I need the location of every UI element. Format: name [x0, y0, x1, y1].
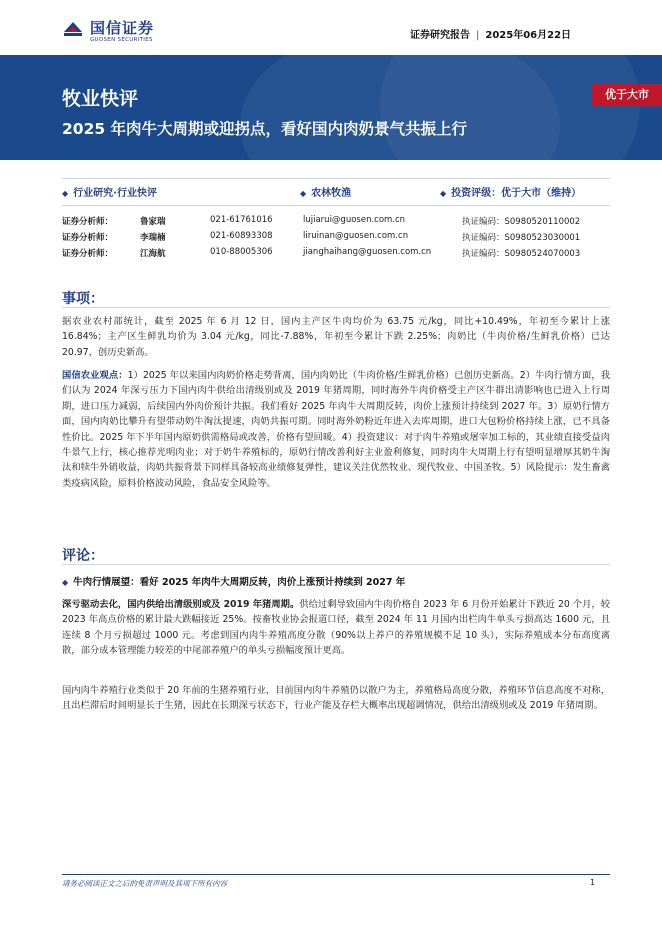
analyst-cert: 执证编码：S0980524070003 [462, 249, 581, 259]
rating-label: 投资评级：优于大市（维持） [451, 188, 582, 199]
analyst-email[interactable]: lujiarui@guosen.com.cn [303, 215, 406, 225]
footer-divider [62, 874, 610, 875]
banner-decoration [380, 55, 640, 160]
analyst-role: 证券分析师： [62, 217, 114, 227]
report-type: 证券研究报告 [410, 30, 470, 41]
analyst-name: 江海航 [140, 249, 166, 259]
report-headline: 2025 年肉牛大周期或迎拐点，看好国内肉奶景气共振上行 [62, 120, 468, 138]
diamond-icon: ◆ [62, 189, 69, 198]
industry-paragraph: 国内肉牛养殖行业类似于 20 年前的生猪养殖行业，目前国内肉牛养殖仍以散户为主，养殖格局高度分散，养殖环节信息高度不对称，且出栏滞后时间明显长于生猪，因此在长期深亏状态下，行业产能及存栏大概率出现超调情况，供给出清级别或及 2019 年猪周期。 [62, 685, 610, 712]
section-heading-comment: 评论： [62, 548, 104, 564]
analyst-cert: 执证编码：S0980523030001 [462, 233, 581, 243]
sector-tag [300, 184, 351, 199]
section-divider [62, 564, 610, 565]
footer-disclaimer[interactable]: 请务必阅读正文之后的免责声明及其项下所有内容 [62, 879, 227, 888]
analyst-role: 证券分析师： [62, 233, 114, 243]
industry-tag [62, 184, 157, 199]
analyst-phone: 010-88005306 [210, 247, 273, 257]
sector-label: 农林牧渔 [311, 188, 352, 199]
report-category-title: 牧业快评 [62, 88, 139, 110]
section-heading-event: 事项： [62, 291, 104, 307]
view-text: 1）2025 年以来国内肉奶价格走势背离，国内肉奶比（牛肉价格/生鲜乳价格）已创历史新高。2）牛肉行情方面，我们认为 2024 年深亏压力下国内肉牛供给出清级别或及 2019 年猪周期，同时海外牛肉价格受主产区牛群出清影响也已进入上行周期，进口压力减弱，后续国内外肉价预计共振。我们看好 2025 年肉牛大周期反转，肉价上涨预计持续到 2027 年。3）原奶行情方面，国内肉奶比攀升有望带动奶牛淘汰提速，肉奶共振可期。同时海外奶粉近年进入去库周期，进口大包粉价格持续上涨，已不具备性价比。2025 年下半年国内原奶供需格局或改善，价格有望回暖。4）投资建议：对于肉牛养殖或屠宰加工标的，其业绩直接受益肉牛景气上行，核心推荐光明肉业；对于奶牛养殖标的，原奶行情改善利好主业盈利修复，同时肉牛大周期上行有望明显增厚其奶牛淘汰和犊牛外销收益，肉奶共振背景下同样具备较高业绩修复弹性，建议关注优然牧业、现代牧业、中国圣牧。5）风险提示：发生畜禽类疫病风险，原料价格波动风险，食品安全风险等。 [62, 370, 610, 489]
analyst-role: 证券分析师： [62, 249, 114, 259]
diamond-icon: ◆ [440, 189, 447, 198]
logo-name-en: GUOSEN SECURITIES [90, 37, 153, 43]
analyst-phone: 021-60893308 [210, 231, 273, 241]
view-paragraph [62, 368, 610, 491]
diamond-icon: ◆ [62, 578, 69, 587]
event-paragraph: 据农业农村部统计，截至 2025 年 6 月 12 日，国内主产区牛肉均价为 63.75 元/kg，同比+10.49%，年初至今累计上涨 16.84%；主产区生鲜乳均价为 3.04 元/kg，同比-7.88%，年初至今累计下跌 2.25%；肉奶比（牛肉价格/生鲜乳价格）已达 20.97，创历史新高。 [62, 316, 610, 358]
view-lead: 国信农业观点： [62, 370, 128, 381]
sub-heading [62, 574, 610, 588]
report-meta [410, 26, 571, 41]
rating-tag [440, 184, 581, 199]
analyst-name: 李瑞楠 [140, 233, 166, 243]
analyst-name: 鲁家瑞 [140, 217, 166, 227]
page-number: 1 [590, 878, 596, 887]
analyst-cert: 执证编码：S0980520110002 [462, 217, 581, 227]
supply-paragraph [62, 597, 610, 659]
meta-separator: | [476, 30, 480, 41]
industry-label: 行业研究·行业快评 [73, 188, 157, 199]
section-divider [62, 307, 610, 308]
supply-lead: 深亏驱动去化，国内供给出清级别或及 2019 年猪周期。 [62, 599, 300, 610]
guosen-logo-icon [62, 18, 84, 40]
sub-heading-text: 牛肉行情展望：看好 2025 年肉牛大周期反转，肉价上涨预计持续到 2027 年 [73, 577, 406, 588]
analyst-email[interactable]: liruinan@guosen.com.cn [303, 231, 409, 241]
logo-name-cn: 国信证券 [90, 19, 155, 37]
analyst-email[interactable]: jianghaihang@guosen.com.cn [303, 247, 432, 257]
analyst-phone: 021-61761016 [210, 215, 273, 225]
diamond-icon: ◆ [300, 189, 307, 198]
report-date: 2025年06月22日 [485, 30, 572, 41]
supply-text: 供给过剩导致国内牛肉价格自 2023 年 6 月份开始累计下跌近 20 个月，较 2023 年高点价格的累计最大跌幅接近 25%。按畜牧业协会报道口径，截至 2024 年 11 月国内出栏肉牛单头亏损高达 1600 元，且连续 8 个月亏损超过 1000 元。考虑到国内肉牛养殖高度分散（90%以上养户的养殖规模不足 10 头），实际养殖成本分布高度离散，部分成本管理能力较差的中尾部养殖户的单头亏损幅度预计更高。 [62, 599, 610, 657]
rating-badge: 优于大市 [592, 84, 662, 106]
